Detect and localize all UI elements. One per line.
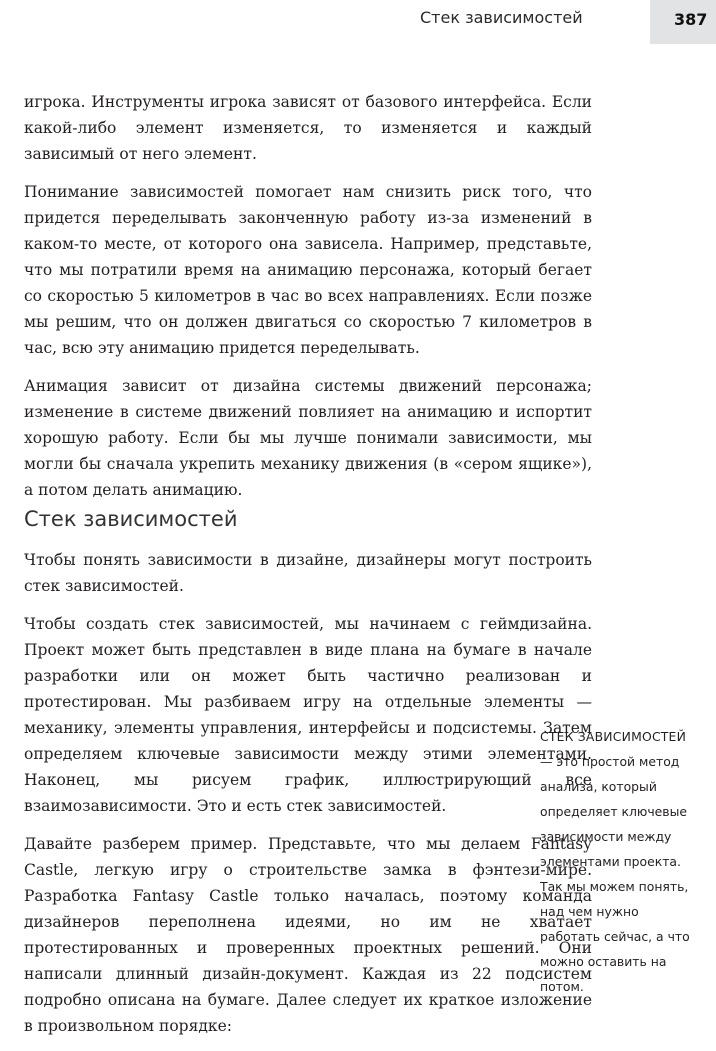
running-header <box>0 0 716 48</box>
margin-definition-note <box>540 724 690 999</box>
defined-term: СТЕК ЗАВИСИМОСТЕЙ <box>540 729 687 744</box>
page-number: 387 <box>674 10 708 29</box>
definition-text: — это простой метод анализа, который определяет ключевые зависимости между элементами проекта. Так мы можем понять, над чем нужно работать сейчас, а что можно оставить на потом. <box>540 754 690 994</box>
paragraph: Понимание зависимостей помогает нам снизить риск того, что придется переделывать законченную работу из-за изменений в каком-то месте, от которого она зависела. Например, представьте, что мы потратили время на анимацию персонажа, который бегает со скоростью 5 километров в час во всех направлениях. Если позже мы решим, что он должен двигаться со скоростью 7 километров в час, всю эту анимацию придется переделывать. <box>24 183 592 357</box>
body-text-after-heading <box>24 547 592 1051</box>
running-title: Стек зависимостей <box>420 8 583 27</box>
body-text-before-heading <box>24 89 592 515</box>
section-heading: Стек зависимостей <box>24 507 238 531</box>
paragraph: Чтобы понять зависимости в дизайне, дизайнеры могут построить стек зависимостей. <box>24 551 592 595</box>
paragraph: игрока. Инструменты игрока зависят от базового интерфейса. Если какой-либо элемент изменяется, то изменяется и каждый зависимый от него элемент. <box>24 93 592 163</box>
paragraph: Чтобы создать стек зависимостей, мы начинаем с геймдизайна. Проект может быть представлен в виде плана на бумаге в начале разработки или он может быть частично реализован и протестирован. Мы разбиваем игру на отдельные элементы — механику, элементы управления, интерфейсы и подсистемы. Затем определяем ключевые зависимости между этими элементами. Наконец, мы рисуем график, иллюстрирующий все взаимозависимости. Это и есть стек зависимостей. <box>24 615 592 815</box>
paragraph: Давайте разберем пример. Представьте, что мы делаем Fantasy Castle, легкую игру о строительстве замка в фэнтези-мире. Разработка Fantasy Castle только началась, поэтому команда дизайнеров переполнена идеями, но им не хватает протестированных и проверенных проектных решений. Они написали длинный дизайн-документ. Каждая из 22 подсистем подробно описана на бумаге. Далее следует их краткое изложение в произвольном порядке: <box>24 835 592 1035</box>
paragraph: Анимация зависит от дизайна системы движений персонажа; изменение в системе движений повлияет на анимацию и испортит хорошую работу. Если бы мы лучше понимали зависимости, мы могли бы сначала укрепить механику движения (в «сером ящике»), а потом делать анимацию. <box>24 377 592 499</box>
